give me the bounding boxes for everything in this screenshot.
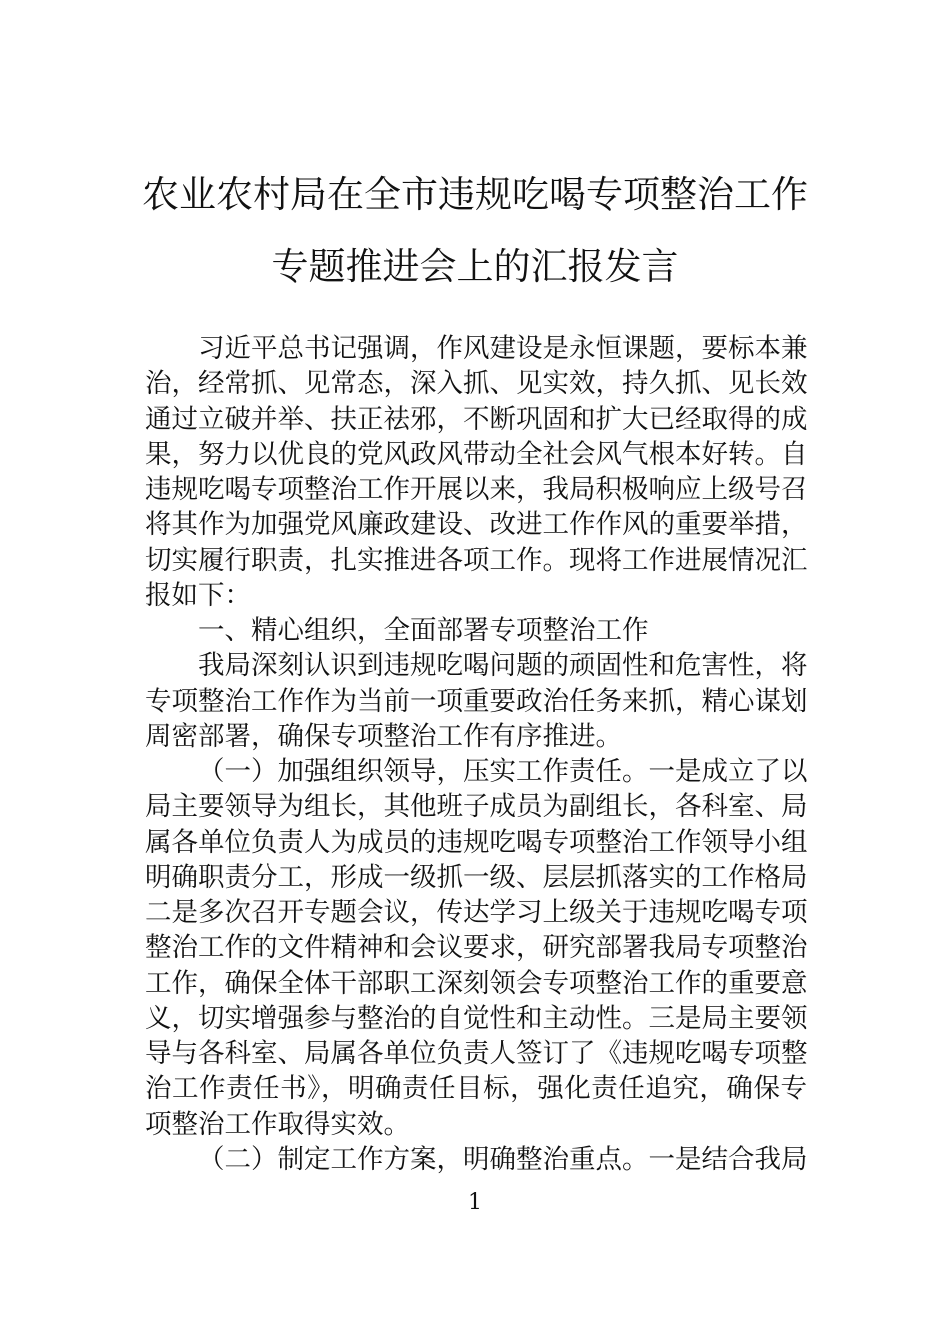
section-heading: 一、精心组织，全面部署专项整治工作 — [198, 615, 649, 646]
body-line: 整治工作的文件精神和会议要求，研究部署我局专项整治 — [145, 932, 808, 964]
body-line: 属各单位负责人为成员的违规吃喝专项整治工作领导小组 — [145, 826, 808, 858]
body-line: 习近平总书记强调，作风建设是永恒课题，要标本兼 — [198, 333, 808, 364]
body-line: 我局深刻认识到违规吃喝问题的顽固性和危害性，将 — [198, 650, 808, 682]
body-line: 二是多次召开专题会议，传达学习上级关于违规吃喝专项 — [145, 897, 808, 928]
document-title-line-2: 专题推进会上的汇报发言 — [271, 245, 679, 288]
body-line: 局主要领导为组长，其他班子成员为副组长，各科室、局 — [145, 791, 808, 823]
body-line: 工作，确保全体干部职工深刻领会专项整治工作的重要意 — [145, 967, 808, 999]
body-line: 将其作为加强党风廉政建设、改进工作作风的重要举措， — [145, 509, 808, 541]
body-line: 通过立破并举、扶正祛邪，不断巩固和扩大已经取得的成 — [145, 403, 808, 435]
body-line: 周密部署，确保专项整治工作有序推进。 — [145, 720, 622, 752]
body-line: （一）加强组织领导，压实工作责任。一是成立了以 — [198, 756, 808, 787]
body-line: 明确职责分工，形成一级抓一级、层层抓落实的工作格局 — [145, 861, 808, 893]
body-line: 果，努力以优良的党风政风带动全社会风气根本好转。自 — [145, 438, 808, 470]
body-line: 义，切实增强参与整治的自觉性和主动性。三是局主要领 — [145, 1002, 808, 1034]
body-line: 违规吃喝专项整治工作开展以来，我局积极响应上级号召 — [145, 474, 808, 505]
body-line: 专项整治工作作为当前一项重要政治任务来抓，精心谋划 — [145, 685, 808, 717]
body-line: 切实履行职责，扎实推进各项工作。现将工作进展情况汇 — [145, 544, 808, 576]
body-line: 项整治工作取得实效。 — [145, 1108, 410, 1140]
body-line: （二）制定工作方案，明确整治重点。一是结合我局 — [198, 1143, 808, 1175]
document-body — [145, 331, 807, 1177]
document-title-line-1: 农业农村局在全市违规吃喝专项整治工作 — [142, 173, 808, 216]
body-line: 治工作责任书》，明确责任目标，强化责任追究，确保专 — [145, 1073, 807, 1105]
body-line: 导与各科室、局属各单位负责人签订了《违规吃喝专项整 — [145, 1038, 808, 1069]
body-line: 治，经常抓、见常态，深入抓、见实效，持久抓、见长效 — [145, 368, 808, 400]
page-number: 1 — [468, 1190, 482, 1215]
body-line: 报如下： — [145, 579, 251, 611]
